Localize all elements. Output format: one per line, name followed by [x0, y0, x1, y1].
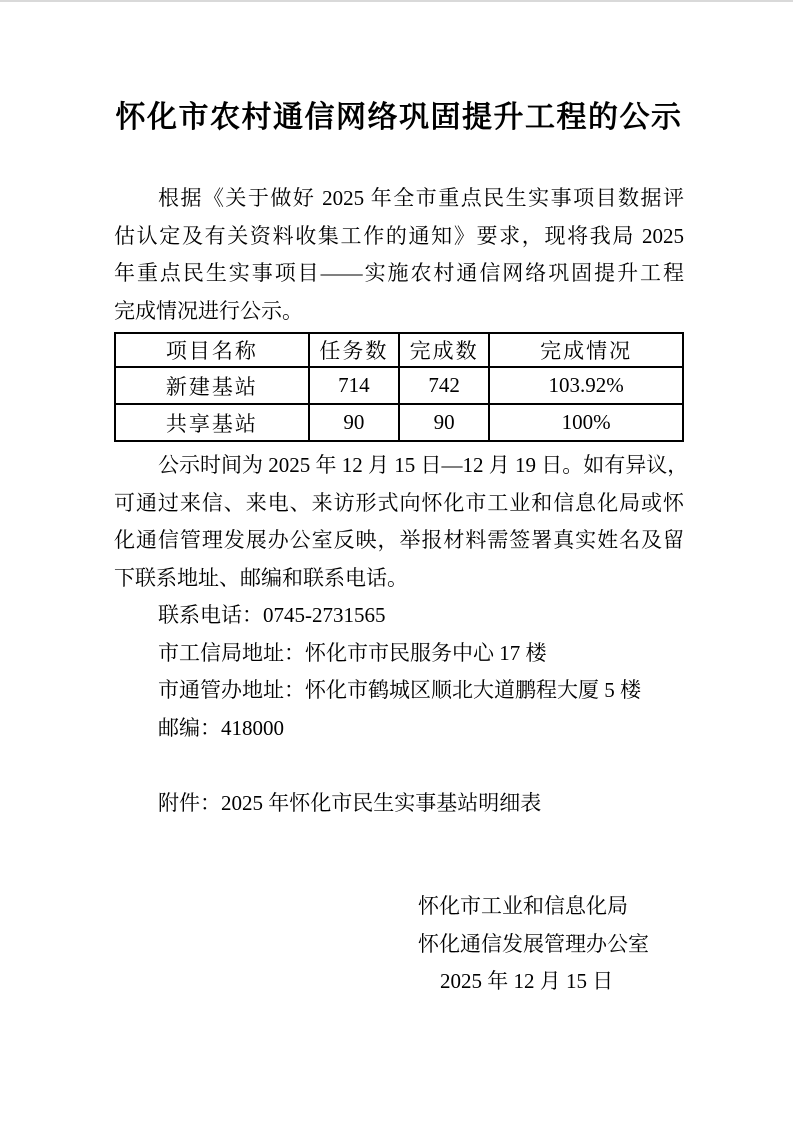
paragraph-objection-line-4: 下联系地址、邮编和联系电话。	[114, 565, 408, 590]
table-header-row	[115, 333, 683, 367]
table-cell-completion-status: 100%	[489, 404, 683, 441]
table-cell-task-count: 714	[309, 367, 399, 404]
paragraph-intro-line-2: 估认定及有关资料收集工作的通知》要求，现将我局 2025	[114, 223, 684, 248]
contact-block	[114, 597, 684, 747]
paragraph-objection-line-1: 公示时间为 2025 年 12 月 15 日—12 月 19 日。如有异议，	[158, 453, 689, 477]
paragraph-intro	[114, 180, 684, 330]
paragraph-objection-line-2: 可通过来信、来电、来访形式向怀化市工业和信息化局或怀	[114, 490, 684, 515]
signature-org-1: 怀化市工业和信息化局	[418, 894, 628, 918]
document-title: 怀化市农村通信网络巩固提升工程的公示	[115, 101, 683, 134]
attachment-line: 附件：2025 年怀化市民生实事基站明细表	[158, 790, 542, 815]
paragraph-intro-line-1: 根据《关于做好 2025 年全市重点民生实事项目数据评	[158, 186, 684, 210]
document-body	[0, 2, 793, 1001]
table-header-task-count: 任务数	[309, 333, 399, 367]
paragraph-objection	[114, 447, 689, 597]
paragraph-intro-line-3: 年重点民生实事项目——实施农村通信网络巩固提升工程	[114, 261, 684, 285]
table-cell-completed-count: 742	[399, 367, 489, 404]
signature-block	[114, 888, 684, 1001]
table-cell-completed-count: 90	[399, 404, 489, 441]
table-header-project-name: 项目名称	[115, 333, 309, 367]
table-row-shared-base-stations	[115, 404, 683, 441]
table-row-new-base-stations	[115, 367, 683, 404]
blank-line	[114, 747, 684, 785]
signature-org-2: 怀化通信发展管理办公室	[418, 931, 649, 956]
table-cell-completion-status: 103.92%	[489, 367, 683, 404]
contact-postal-code: 邮编：418000	[158, 715, 284, 740]
table-header-completion-status: 完成情况	[489, 333, 683, 367]
paragraph-objection-line-3: 化通信管理发展办公室反映，举报材料需签署真实姓名及留	[114, 528, 684, 552]
table-header-completed-count: 完成数	[399, 333, 489, 367]
table-cell-project-name: 共享基站	[115, 404, 309, 441]
project-completion-table	[114, 332, 684, 442]
paragraph-intro-line-4: 完成情况进行公示。	[114, 298, 303, 323]
contact-office-address: 市通管办地址：怀化市鹤城区顺北大道鹏程大厦 5 楼	[158, 678, 641, 702]
contact-bureau-address: 市工信局地址：怀化市市民服务中心 17 楼	[158, 640, 547, 665]
contact-phone: 联系电话：0745-2731565	[158, 603, 386, 627]
signature-date: 2025 年 12 月 15 日	[440, 969, 614, 993]
table-cell-project-name: 新建基站	[115, 367, 309, 404]
table-cell-task-count: 90	[309, 404, 399, 441]
